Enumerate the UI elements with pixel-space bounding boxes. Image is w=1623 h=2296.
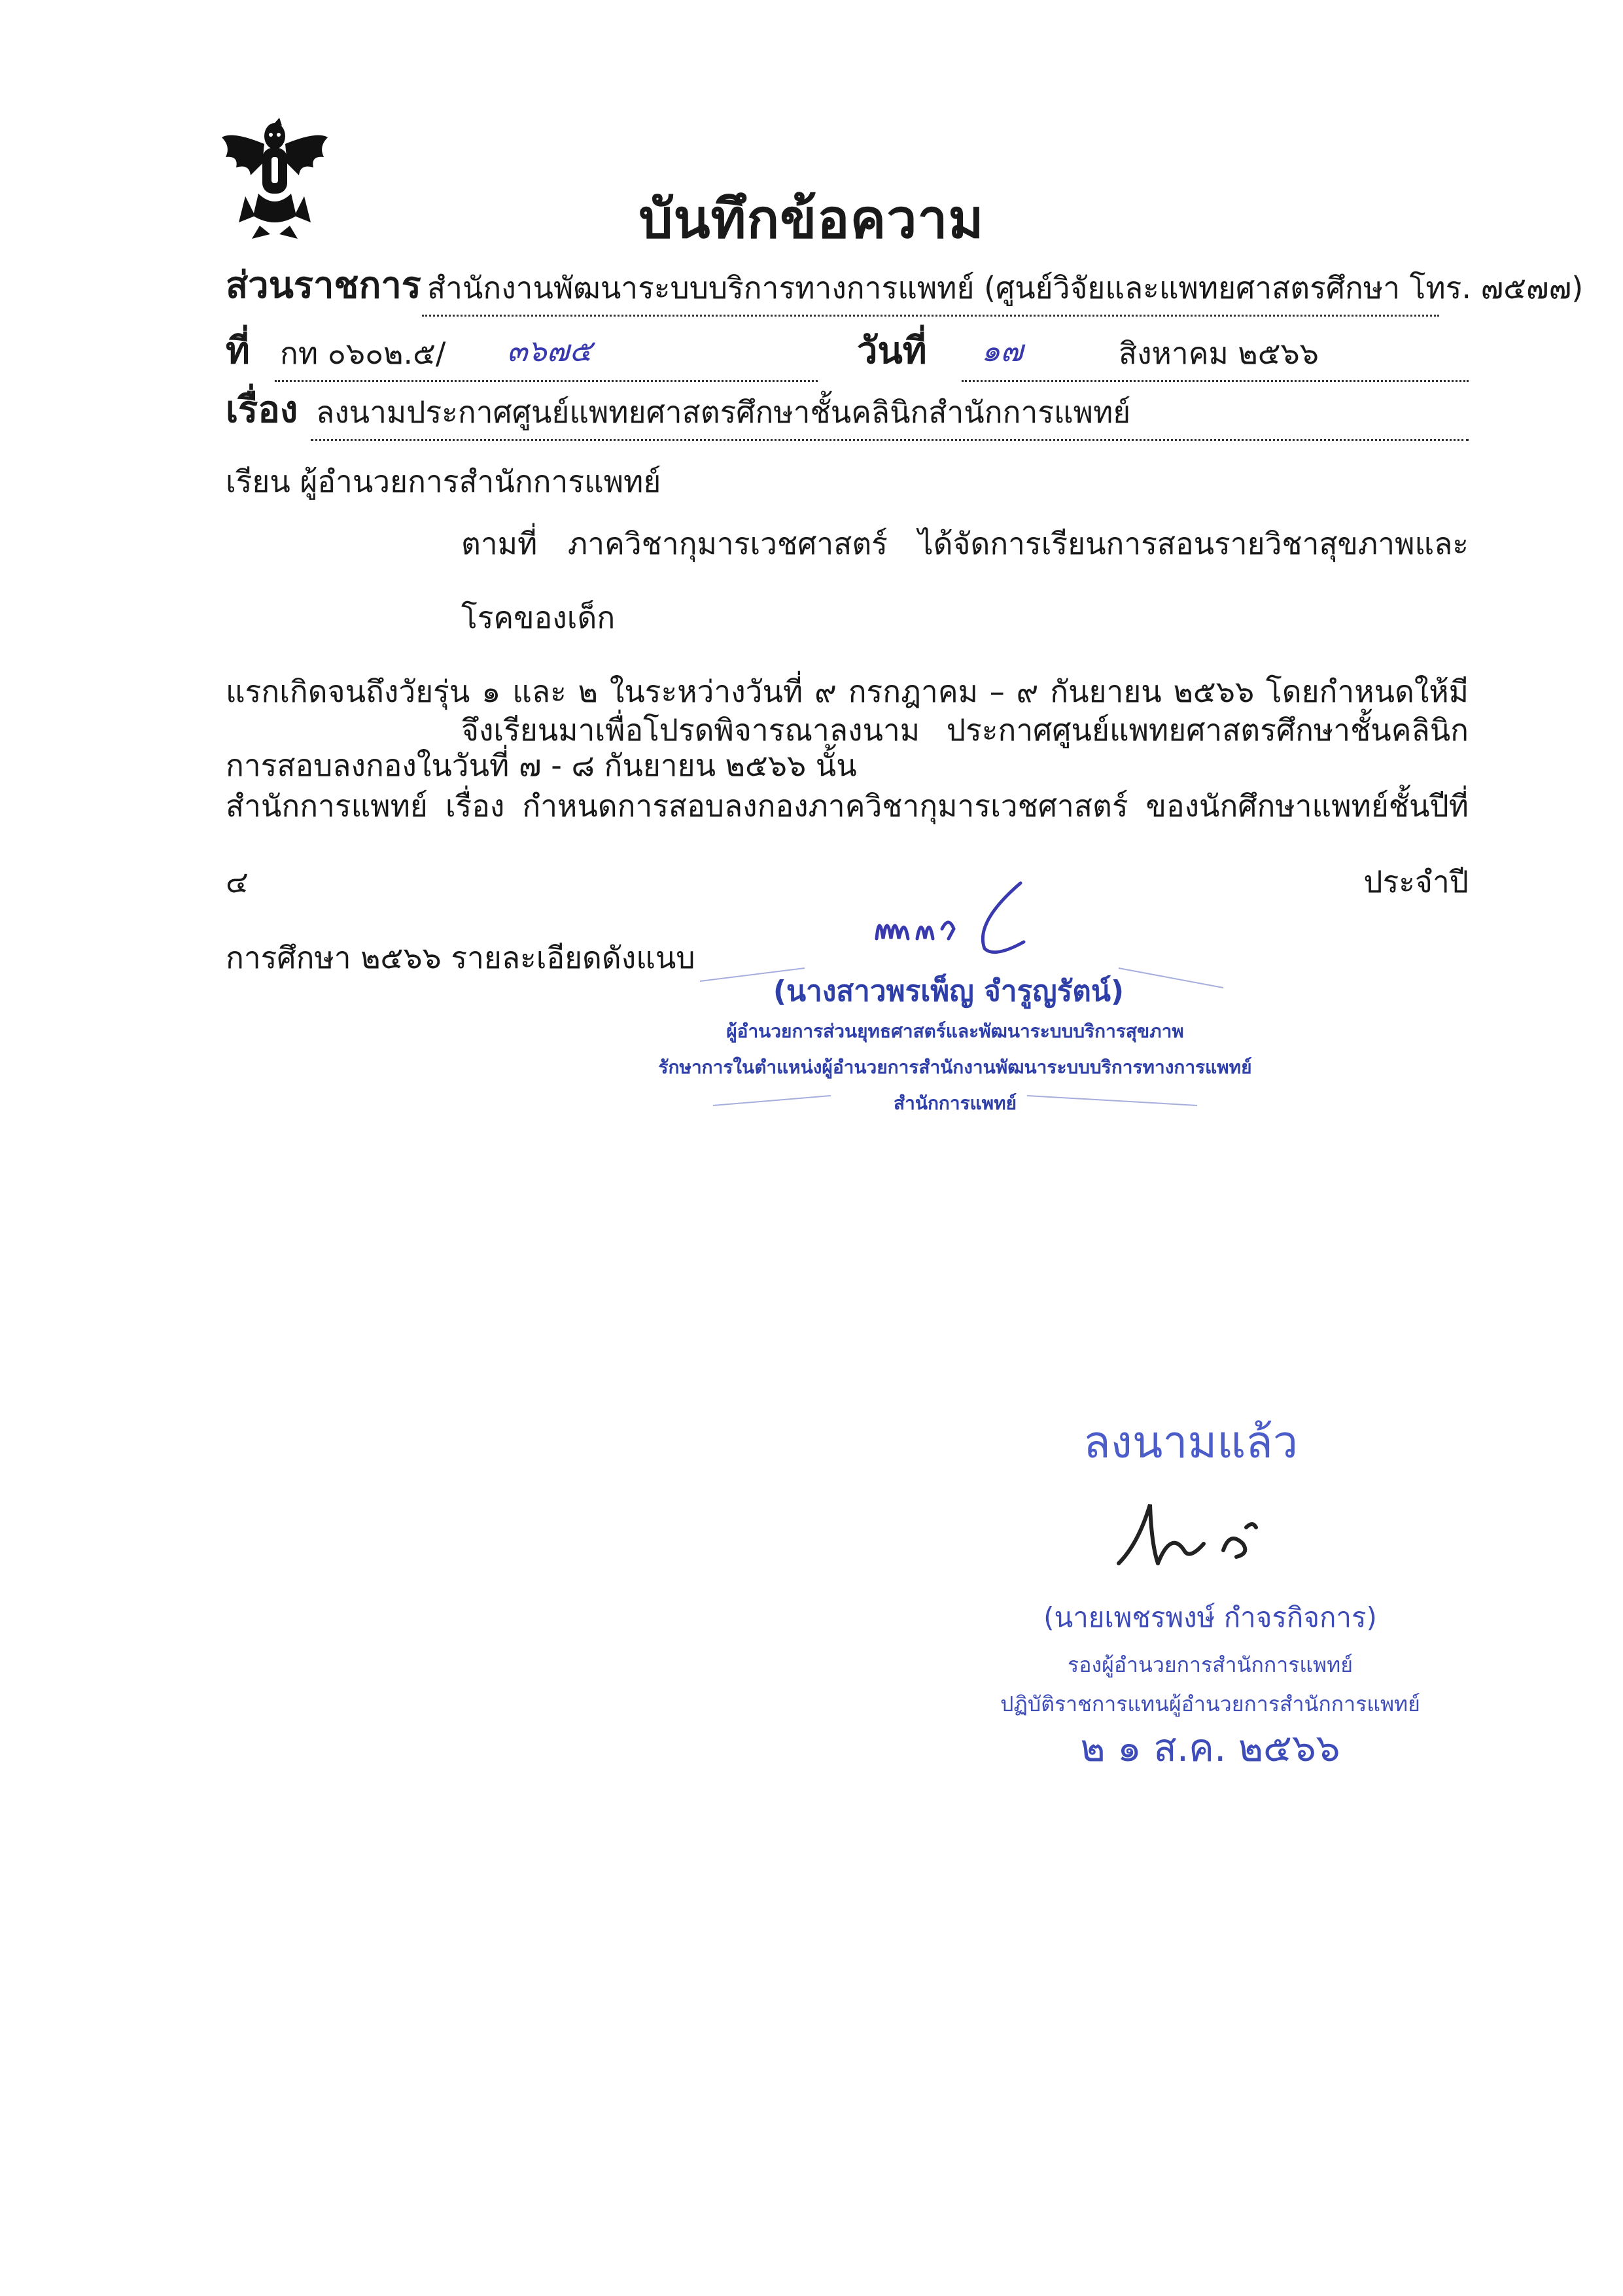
date-value: สิงหาคม ๒๕๖๖ bbox=[1119, 336, 1319, 371]
approver-position-line-1: รองผู้อำนวยการสำนักการแพทย์ bbox=[1068, 1652, 1353, 1677]
salutation: เรียน ผู้อำนวยการสำนักการแพทย์ bbox=[226, 464, 661, 499]
reference-value: กท ๐๖๐๒.๕/ bbox=[280, 336, 446, 371]
approval-date: ๒ ๑ ส.ค. ๒๕๖๖ bbox=[1080, 1726, 1340, 1770]
signature-2-handwritten bbox=[1112, 1491, 1282, 1576]
paragraph-2-line-2: สำนักการแพทย์ เรื่อง กำหนดการสอบลงกองภาควิชากุมารเวชศาสตร์ ของนักศึกษาแพทย์ชั้นปีที่ ๔ ประจำปี bbox=[226, 788, 1469, 899]
paragraph-2-line-1: จึงเรียนมาเพื่อโปรดพิจารณาลงนาม ประกาศศูนย์แพทยศาสตรศึกษาชั้นคลินิก bbox=[461, 712, 1469, 748]
reference-handwritten-number: ๓๖๗๕ bbox=[507, 333, 593, 368]
subject-field bbox=[311, 393, 1469, 441]
signatory-1-position-line-3: สำนักการแพทย์ bbox=[894, 1092, 1017, 1114]
signature-1-handwritten bbox=[870, 877, 1066, 962]
reference-label: ที่ bbox=[226, 330, 250, 372]
reference-field bbox=[275, 334, 818, 382]
date-day-handwritten: ๑๗ bbox=[981, 333, 1023, 368]
section-label: ส่วนราชการ bbox=[226, 264, 421, 307]
subject-label: เรื่อง bbox=[226, 389, 298, 431]
paragraph-1-line-2: แรกเกิดจนถึงวัยรุ่น ๑ และ ๒ ในระหว่างวันที่ ๙ กรกฎาคม – ๙ กันยายน ๒๕๖๖ โดยกำหนดให้มี bbox=[226, 674, 1469, 709]
signatory-1-name: (นางสาวพรเพ็ญ จำรูญรัตน์) bbox=[773, 975, 1125, 1008]
signatory-1-position-line-1: ผู้อำนวยการส่วนยุทธศาสตร์และพัฒนาระบบบริการสุขภาพ bbox=[726, 1020, 1184, 1042]
reference-row bbox=[226, 327, 1469, 386]
section-field bbox=[422, 269, 1584, 317]
signed-label: ลงนามแล้ว bbox=[1083, 1417, 1299, 1469]
date-field bbox=[962, 334, 1469, 382]
paragraph-1-line-3: การสอบลงกองในวันที่ ๗ - ๘ กันยายน ๒๕๖๖ นั้น bbox=[226, 748, 857, 783]
subject-value: ลงนามประกาศศูนย์แพทยศาสตรศึกษาชั้นคลินิกสำนักการแพทย์ bbox=[316, 394, 1131, 430]
body-paragraph-2 bbox=[226, 654, 1469, 996]
document-title: บันทึกข้อความ bbox=[638, 188, 985, 251]
paragraph-2-line-3: การศึกษา ๒๕๖๖ รายละเอียดดังแนบ bbox=[226, 940, 695, 975]
signatory-1-position-line-2: รักษาการในตำแหน่งผู้อำนวยการสำนักงานพัฒนาระบบบริการทางการแพทย์ bbox=[658, 1056, 1252, 1078]
approver-name: (นายเพชรพงษ์ กำจรกิจการ) bbox=[1043, 1601, 1377, 1633]
paragraph-1-line-1: ตามที่ ภาควิชากุมารเวชศาสตร์ ได้จัดการเรียนการสอนรายวิชาสุขภาพและโรคของเด็ก bbox=[461, 526, 1469, 635]
section-row bbox=[226, 262, 1584, 321]
approver-position-line-2: ปฏิบัติราชการแทนผู้อำนวยการสำนักการแพทย์ bbox=[1000, 1692, 1420, 1716]
section-value: สำนักงานพัฒนาระบบบริการทางการแพทย์ (ศูนย์วิจัยและแพทยศาสตรศึกษา โทร. ๗๕๗๗) bbox=[427, 270, 1584, 305]
subject-row bbox=[226, 386, 1469, 445]
date-label: วันที่ bbox=[857, 330, 927, 372]
stamp-decoration bbox=[687, 955, 1276, 1125]
